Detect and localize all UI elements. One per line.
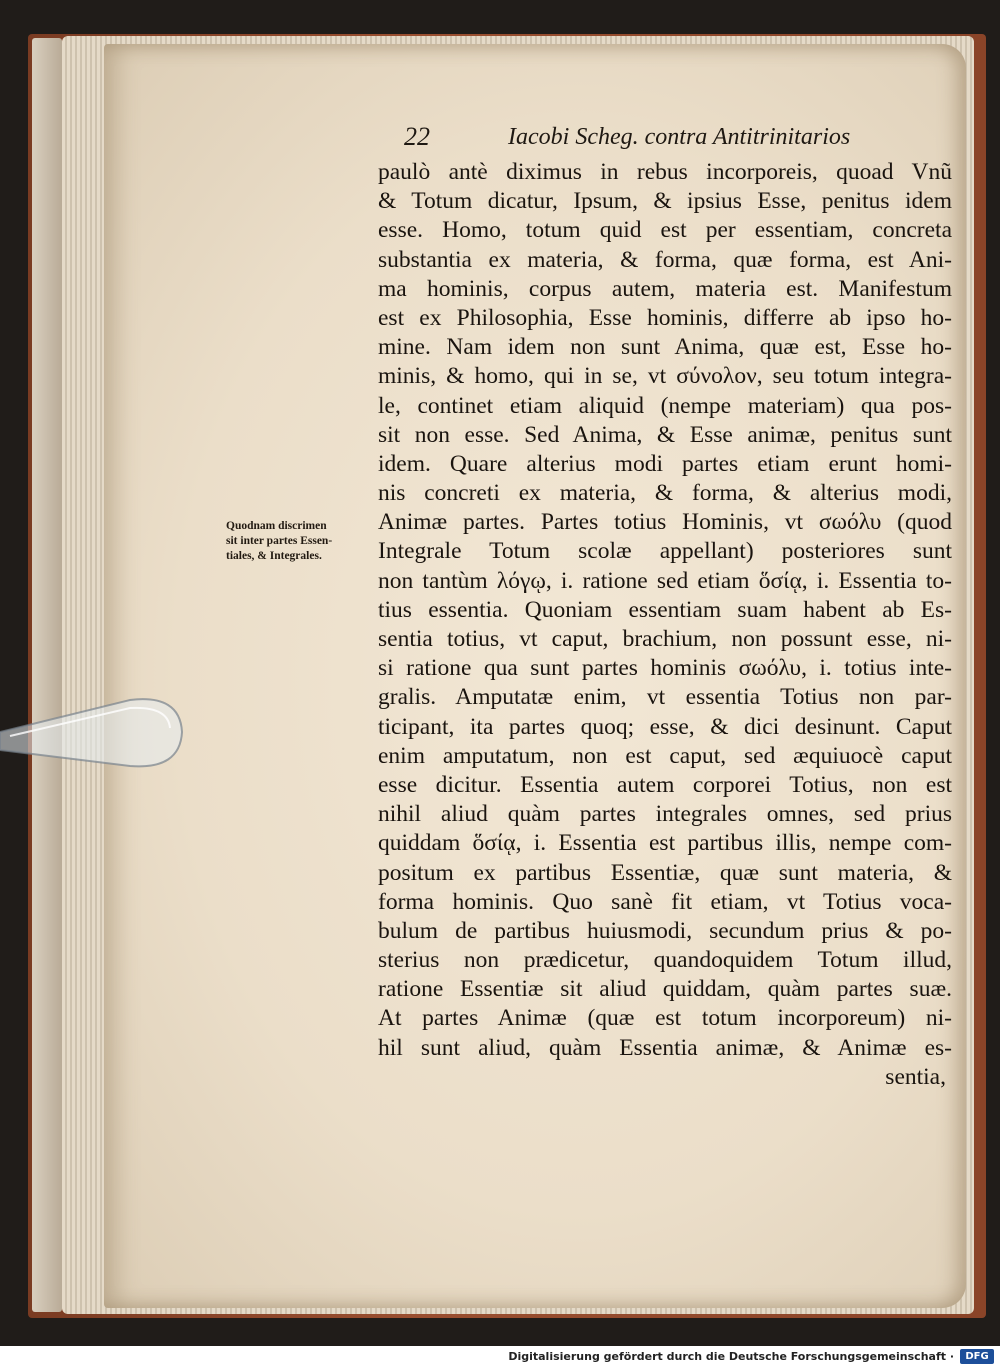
body-text — [378, 158, 952, 1092]
text-line: Animæ partes. Partes totius Hominis, vt σωόλυ (quod — [378, 509, 952, 536]
footer-bar — [0, 1346, 1000, 1369]
page-number: 22 — [404, 122, 430, 151]
text-line: gralis. Amputatæ enim, vt essentia Totius non par- — [378, 684, 952, 711]
text-line: ratione Essentiæ sit aliud quiddam, quàm partes suæ. — [378, 976, 952, 1003]
funding-credit: Digitalisierung gefördert durch die Deutsche Forschungsgemeinschaft · — [508, 1350, 954, 1363]
text-line: enim amputatum, non est caput, sed æquiuocè caput — [378, 742, 952, 769]
text-line: ticipant, ita partes quoq; esse, & dici desinunt. Caput — [378, 713, 952, 740]
text-line: & Totum dicatur, Ipsum, & ipsius Esse, penitus idem — [378, 188, 952, 215]
cover-edge — [32, 38, 62, 1312]
text-line: tius essentia. Quoniam essentiam suam habent ab Es- — [378, 596, 952, 623]
text-line: sterius non prædicetur, quandoquidem Totum illud, — [378, 947, 952, 974]
text-line: sit non esse. Sed Anima, & Esse animæ, penitus sunt — [378, 421, 952, 448]
text-line: esse dicitur. Essentia autem corporei Totius, non est — [378, 771, 952, 798]
margin-note — [226, 519, 376, 564]
dfg-logo: DFG — [960, 1349, 994, 1364]
text-line: si ratione qua sunt partes hominis σωόλυ, i. totius inte- — [378, 655, 952, 682]
margin-note-line: sit inter partes Essen- — [226, 535, 333, 547]
text-line: minis, & homo, qui in se, vt σύνολον, seu totum integra- — [378, 363, 952, 390]
margin-note-line: Quodnam discrimen — [226, 520, 327, 532]
text-line: Integrale Totum scolæ appellant) posteriores sunt — [378, 538, 952, 565]
text-line: est ex Philosophia, Esse hominis, differre ab ipso ho- — [378, 304, 952, 331]
text-line: esse. Homo, totum quid est per essentiam, concreta — [378, 217, 952, 244]
catchword: sentia, — [885, 1063, 946, 1090]
text-line: nis concreti ex materia, & forma, & alterius modi, — [378, 480, 952, 507]
text-line: ma hominis, corpus autem, materia est. Manifestum — [378, 275, 952, 302]
text-line: substantia ex materia, & forma, quæ forma, est Ani- — [378, 246, 952, 273]
text-line: paulò antè diximus in rebus incorporeis, quoad Vnũ — [378, 159, 952, 185]
text-line: sentia totius, vt caput, brachium, non possunt esse, ni- — [378, 626, 952, 652]
running-head: Iacobi Scheg. contra Antitrinitarios — [508, 124, 851, 150]
text-line: mine. Nam idem non sunt Anima, quæ est, Esse ho- — [378, 334, 952, 361]
text-line: hil sunt aliud, quàm Essentia animæ, & Animæ es- — [378, 1034, 952, 1061]
text-line: non tantùm λόγῳ, i. ratione sed etiam ὅσίᾳ, i. Essentia to- — [378, 567, 952, 594]
text-line: le, continet etiam aliquid (nempe materiam) qua pos- — [378, 392, 952, 419]
page-header — [404, 118, 864, 154]
text-line: quiddam ὅσίᾳ, i. Essentia est partibus illis, nempe com- — [378, 830, 952, 857]
text-line: forma hominis. Quo sanè fit etiam, vt Totius voca- — [378, 888, 952, 915]
text-line: At partes Animæ (quæ est totum incorporeum) ni- — [378, 1005, 952, 1032]
text-line: bulum de partibus huiusmodi, secundum prius & po- — [378, 917, 952, 944]
page-clip-holder — [0, 692, 186, 778]
text-line: positum ex partibus Essentiæ, quæ sunt materia, & — [378, 859, 952, 886]
text-line: idem. Quare alterius modi partes etiam erunt homi- — [378, 450, 952, 477]
margin-note-line: tiales, & Integrales. — [226, 550, 322, 562]
text-line: nihil aliud quàm partes integrales omnes, sed prius — [378, 801, 952, 828]
